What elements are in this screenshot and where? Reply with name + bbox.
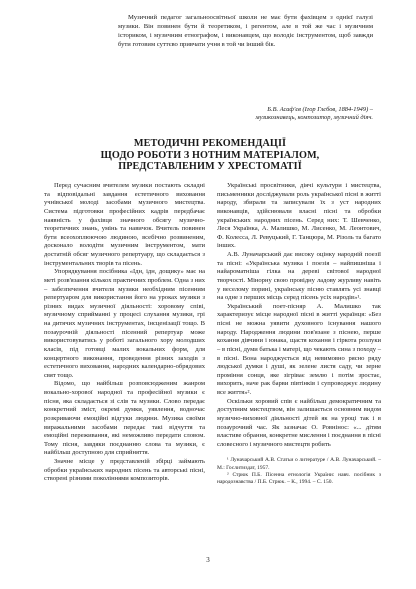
- title-line-1: МЕТОДИЧНІ РЕКОМЕНДАЦІЇ: [133, 138, 287, 149]
- epigraph-text: Музичний педагог загальноосвітньої школи не має бути фахівцем з однієї галузі музики. Він повинен бути й теоретиком, і регентом, але в той же час і музичним істориком, і музичним етнографом, і виконавцем, що володіє інструментом, щоб завжди бути готовим суттєво привчати учня в той чи інший бік.: [118, 14, 373, 48]
- paragraph: А.В. Луначарський дає високу оцінку народній поезії та пісні: «Українська музика і поезія – найпишніша і найароматніша гілка на дереві світової народної творчості. Мінорну свою провідну ладову журливу навіть у веселому порині, українську пісню ставлять усі знавці на одне з перших місць серед пісень усіх народів»¹.: [217, 251, 381, 302]
- paragraph: Перед сучасним вчителем музики постають складні та відповідальні завдання естетичного виховання учнівської молоді засобами музичного мистецтва. Система підготовки професійних кадрів передбачає наявність у фахівця значного обсягу музично-теоретичних знань, умінь та навичок. Вчитель повинен бути всеохоплюючою людиною, всебічно розвиненим, досконало володіти музичним інструментом, мати достатній обсяг музичного репертуару, що складається з інструментальних творів та пісень.: [44, 182, 205, 267]
- epigraph-signature: [160, 106, 373, 123]
- footnote-2: ² Стрюк П.Б. Пісенна етнологія України: навч. посібник з народознавства / П.Б. Стрюк. – К., 1994. – С. 150.: [217, 471, 381, 485]
- right-column: [217, 182, 381, 486]
- title-line-2: ЩОДО РОБОТИ З НОТНИМ МАТЕРІАЛОМ,: [100, 149, 320, 161]
- epigraph-author-role: музикознавець, композитор, музичний діяч.: [255, 114, 373, 122]
- paragraph: Значне місце у представленій збірці займають обробки українських народних пісень та авторські пісні, створені різними поколіннями композиторів.: [44, 458, 205, 483]
- paragraph: Українські просвітники, діячі культури і мистецтва, письменники досліджували роль української пісні в житті народу, збирали та записували їх з уст народних виконавців, здійснювали власні пісні та обробки українських народних пісень. Серед них: Т. Шевченко, Леся Українка, А. Малишко, М. Лисенко, М. Леонтович, Ф. Колесса, Л. Ревуцький, Г. Танцюра, М. Різоль та багато інших.: [217, 182, 381, 250]
- footnote-1: ¹ Луначарський А.В. Статьи о литературе / А.В. Луначарський. – М.: Гослитиздат, 1957.: [217, 457, 381, 471]
- paragraph: Оскільки хоровий спів є найбільш демократичним та доступним мистецтвом, він залишається основним видом музично-виховної діяльності дітей як на уроці так і в позаурочний час. Як зазначає О. Ровнінос: «... дітям властиве обрання, конкретне мислення і поєднання в пісні словесного і музичного мистецтв робить: [217, 397, 381, 448]
- epigraph-author: Б.В. Асаф'єв (Ігор Глєбов, 1884-1949) –: [267, 106, 373, 113]
- footnotes: [217, 457, 381, 486]
- paragraph: Відомо, що найбільш розповсюдженим жанром вокально-хорової народної та професійної музики є пісня, яка складається зі слів та музики. Слово передає конкретний зміст, окремі думки, уявлення, водночас розкриваючи емоційні відгуки людини. Музика своїми виражальними засобами передає такі відчуття та емоційні переживання, які неможливо передати словом. Тому пісня, завдяки поєднанню слова та музики, є найбільш доступною для сприйняття.: [44, 380, 205, 457]
- paragraph: Упорядкування посібника «Ідн, ідн, дощику» має на меті розв'язання кількох практичних проблем. Одна з них – забезпечення вчителя музики необхідним пісенним репертуаром для використання його на уроках музики з різних видах музичної діяльності: хоровому співі, музичному сприйманні у процесі слухання музики, грі на дитячих музичних інструментах, інсценізації тощо. В позаурочній діяльності пісенний репертуар може використовуватись у роботі загального хору молодших класів, під готовці малих вокальних форм, для концертного виконання, проведення різних заходів з естетичного виховання, народних календарно-обрядових свят тощо.: [44, 268, 205, 379]
- page-number: 3: [206, 556, 210, 564]
- title-line-3: ПРЕДСТАВЛЕНИМ У ХРЕСТОМАТІЇ: [118, 161, 302, 173]
- section-title: [40, 138, 380, 173]
- paragraph: Український поет-пісняр А. Малишко так характеризує місце народної пісні в житті українця: «Без пісні не можна уявити духовного існування нашого народу. Народження людини пов'язане з піснею, перше кохання дівчини і юнака, щастя кохання і гіркота розлуки – в пісні, думи батька і матері, що чекають сина з походу – в пісні. Вона народжується від невимовно рясно ряду людської думки і душі, як зелене листя саду, чи зерне проміння сонця, яке зігріває землю і потім зростає, вихорить, наче рак барви півтінків і супроводжує людину все життя»².: [217, 302, 381, 396]
- epigraph: [118, 14, 373, 50]
- left-column: [44, 182, 205, 484]
